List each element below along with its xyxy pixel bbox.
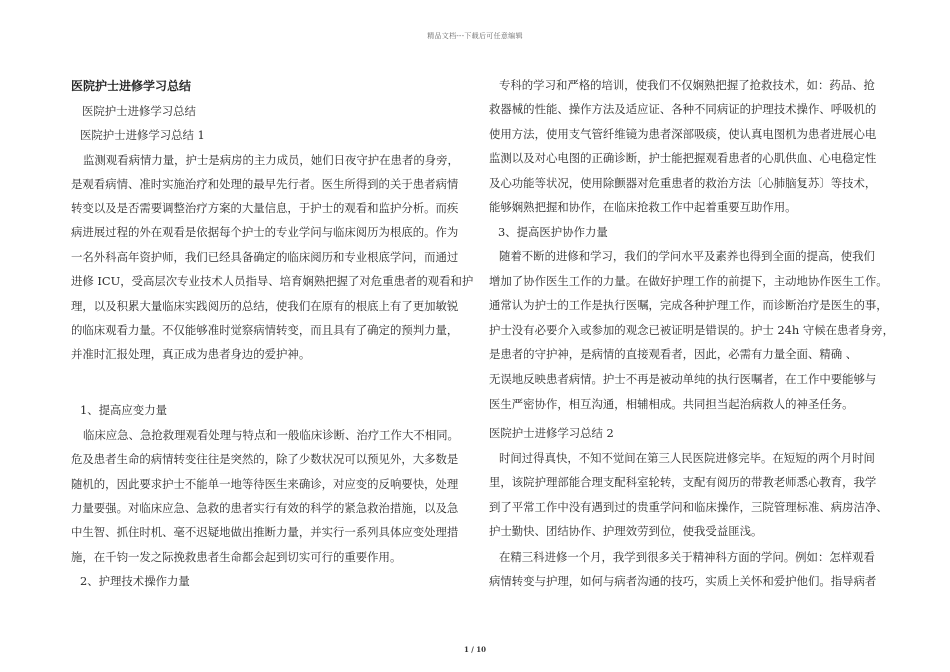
text-line: 专科的学习和严格的培训，使我们不仅娴熟把握了抢救技术，如：药品、抢 — [499, 78, 875, 92]
text-line: 临床应急、急抢救理观看处理与特点和一般临床诊断、治疗工作大不相同。 — [83, 428, 459, 442]
text-line: 危及患者生命的病情转变往往是突然的，除了少数状况可以预见外，大多数是 — [71, 452, 459, 466]
text-line: 到了平常工作中没有遇到过的贵重学问和临床操作，三院管理标准、病房洁净、 — [489, 500, 888, 514]
text-line: 并准时汇报处理，真正成为患者身边的爱护神。 — [71, 347, 311, 361]
text-line: 在精三科进修一个月，我学到很多关于精神科方面的学问。例如：怎样观看 — [499, 550, 875, 564]
text-line: 理，以及积累大量临床实践阅历的总结，使我们在原有的根底上有了更加敏锐 — [71, 299, 459, 313]
text-line: 护士勤快、团结协作、护理效劳到位，使我受益匪浅。 — [489, 524, 763, 538]
text-line: 监测观看病情力量，护士是病房的主力成员，她们日夜守护在患者的身旁， — [83, 153, 459, 167]
section-heading: 3、提高医护协作力量 — [498, 225, 608, 239]
text-line: 监测以及对心电图的正确诊断，护士能把握观看患者的心肌供血、心电稳定性 — [489, 151, 877, 165]
text-line: 医生严密协作，相互沟通，相辅相成。共同担当起治病救人的神圣任务。 — [489, 397, 854, 411]
text-line: 进修 ICU，受高层次专业技术人员指导、培育娴熟把握了对危重患者的观看和护 — [71, 274, 474, 288]
text-line: 中生智、抓住时机、毫不迟疑地做出推断力量，并实行一系列具体应变处理措 — [71, 525, 459, 539]
section-heading: 医院护士进修学习总结 2 — [489, 426, 614, 440]
page-indicator: 1 / 10 — [463, 645, 487, 654]
text-line: 能够娴熟把握和协作，在临床抢救工作中起着重要互助作用。 — [489, 200, 797, 214]
text-line: 使用方法，使用支气管纤维镜为患者深部吸痰，使认真电图机为患者进展心电 — [489, 127, 877, 141]
text-line: 力量要强。对临床应急、急救的患者实行有效的科学的紧急救治措施，以及急 — [71, 501, 459, 515]
text-line: 病情转变与护理，如何与病者沟通的技巧，实质上关怀和爱护他们。指导病者 — [489, 574, 877, 588]
text-line: 的临床观看力量。不仅能够准时觉察病情转变，而且具有了确定的预判力量， — [71, 323, 459, 337]
section-heading: 1、提高应变力量 — [80, 403, 167, 417]
text-line: 是患者的守护神，是病情的直接观看者，因此，必需有力量全面、精确 、 — [489, 347, 858, 361]
section-heading: 2、护理技术操作力量 — [80, 574, 190, 588]
document-title: 医院护士进修学习总结 — [71, 79, 192, 93]
text-line: 一名外科高年资护师，我们已经具备确定的临床阅历和专业根底学问，而通过 — [71, 250, 459, 264]
text-line: 转变以及是否需要调整治疗方案的大量信息，于护士的观看和监护分析。而疾 — [71, 201, 459, 215]
text-line: 及心功能等状况，使用除颤器对危重患者的救治方法〔心肺脑复苏〕等技术， — [489, 176, 877, 190]
text-line: 救器械的性能、操作方法及适应证、各种不同病证的护理技术操作、呼吸机的 — [489, 102, 877, 116]
text-line: 医院护士进修学习总结 — [82, 104, 196, 118]
text-line: 增加了协作医生工作的力量。在做好护理工作的前提下，主动地协作医生工作。 — [489, 274, 888, 288]
text-line: 病进展过程的外在观看是依据每个护士的专业学问与临床阅历为根底的。作为 — [71, 225, 459, 239]
text-line: 随着不断的进修和学习，我们的学问水平及素养也得到全面的提高，使我们 — [499, 249, 875, 263]
text-line: 通常认为护士的工作是执行医嘱，完成各种护理工作，而诊断治疗是医生的事， — [489, 298, 888, 312]
text-line: 医院护士进修学习总结 1 — [80, 128, 205, 142]
text-line: 施，在千钧一发之际挽救患者生命都会起到切实可行的重要作用。 — [71, 550, 402, 564]
text-line: 里，该院护理部能合理支配科室轮转，支配有阅历的带教老师悉心教育，我学 — [489, 475, 877, 489]
text-line: 无误地反映患者病情。护士不再是被动单纯的执行医嘱者，在工作中要能够与 — [489, 372, 877, 386]
text-line: 是观看病情、准时实施治疗和处理的最早先行者。医生所得到的关于患者病情 — [71, 177, 459, 191]
text-line: 护士没有必要介入或参加的观念已被证明是错误的。护士 24h 守候在患者身旁， — [489, 323, 894, 337]
text-line: 时间过得真快，不知不觉间在第三人民医院进修完毕。在短短的两个月时间 — [499, 451, 875, 465]
page-header: 精品文档---下载后可任意编辑 — [427, 32, 523, 40]
text-line: 随机的，因此要求护士不能单一地等待医生来确诊，对应变的反响要快，处理 — [71, 477, 459, 491]
